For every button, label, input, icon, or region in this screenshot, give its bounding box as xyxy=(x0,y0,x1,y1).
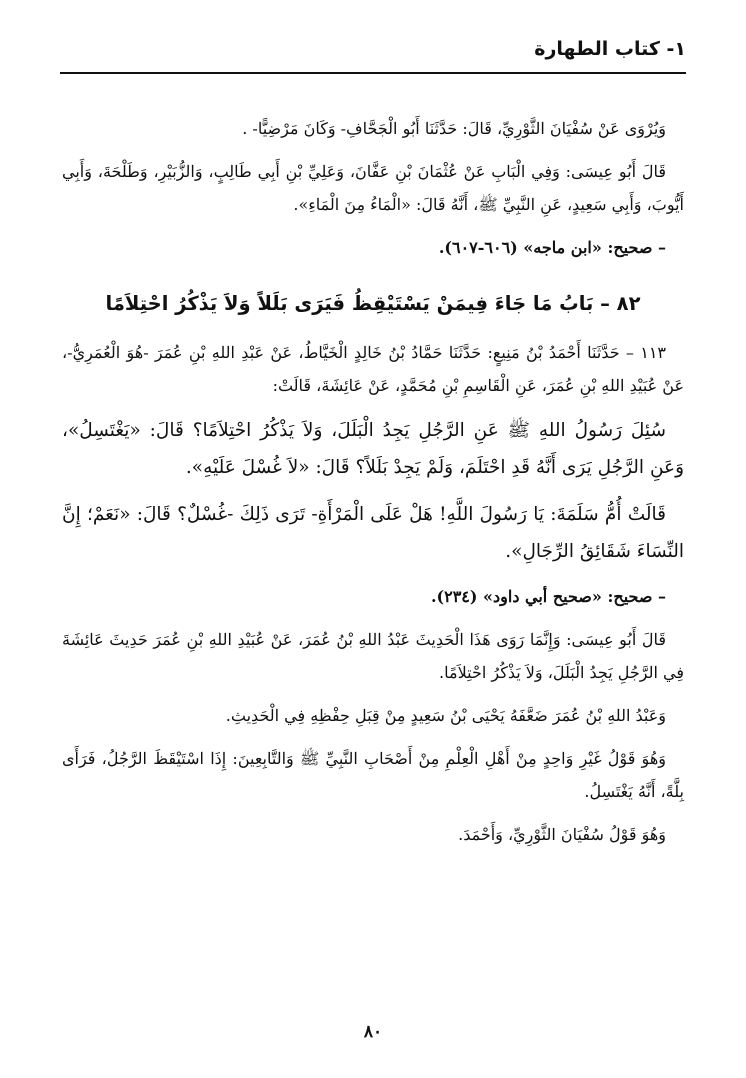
paragraph-abu-isa-commentary: قَالَ أَبُو عِيسَى: وَإِنَّمَا رَوَى هَذَا الْحَدِيثَ عَبْدُ اللهِ بْنُ عُمَرَ، عَنْ عُبَيْدِ اللهِ بْنِ عُمَرَ حَدِيثَ عَائِشَةَ فِي الرَّجُلِ يَجِدُ الْبَلَلَ، وَلاَ يَذْكُرُ احْتِلاَمًا. xyxy=(62,630,684,682)
paragraph-narrator-weakness: وَعَبْدُ اللهِ بْنُ عُمَرَ ضَعَّفَهُ يَحْيَى بْنُ سَعِيدٍ مِنْ قِبَلِ حِفْظِهِ فِي الْحَدِيثِ. xyxy=(225,706,666,725)
chapter-heading: ٨٢ – بَابُ مَا جَاءَ فِيمَنْ يَسْتَيْقِظُ فَيَرَى بَلَلاً وَلاَ يَذْكُرُ احْتِلاَمًا xyxy=(105,292,641,315)
hadith-matn-continued: قَالَتْ أُمُّ سَلَمَةَ: يَا رَسُولَ اللَّهِ! هَلْ عَلَى الْمَرْأَةِ- تَرَى ذَلِكَ -غُسْلٌ؟ قَالَ: «نَعَمْ؛ إِنَّ النِّسَاءَ شَقَائِقُ الرِّجَالِ». xyxy=(62,504,684,562)
running-head-title: ١- كتاب الطهارة xyxy=(534,38,686,60)
page-number: ٨٠ xyxy=(363,1022,383,1042)
header-rule xyxy=(60,72,686,74)
hadith-matn: سُئِلَ رَسُولُ اللهِ ﷺ عَنِ الرَّجُلِ يَجِدُ الْبَلَلَ، وَلاَ يَذْكُرُ احْتِلاَمًا؟ قَالَ: «يَغْتَسِلُ»، وَعَنِ الرَّجُلِ يَرَى أَنَّهُ قَدِ احْتَلَمَ، وَلَمْ يَجِدْ بَلَلاً؟ قَالَ: «لاَ غُسْلَ عَلَيْهِ». xyxy=(62,420,684,478)
hadith-isnad: ١١٣ – حَدَّثَنَا أَحْمَدُ بْنُ مَنِيعٍ: حَدَّثَنَا حَمَّادُ بْنُ خَالِدٍ الْخَيَّاطُ، عَنْ عَبْدِ اللهِ بْنِ عُمَرَ -هُوَ الْعُمَرِيُّ-، عَنْ عُبَيْدِ اللهِ بْنِ عُمَرَ، عَنِ الْقَاسِمِ بْنِ مُحَمَّدٍ، عَنْ عَائِشَةَ، قَالَتْ: xyxy=(62,343,684,395)
paragraph-scholars-opinion: وَهُوَ قَوْلُ غَيْرِ وَاحِدٍ مِنْ أَهْلِ الْعِلْمِ مِنْ أَصْحَابِ النَّبِيِّ ﷺ وَالتَّابِعِينَ: إِذَا اسْتَيْقَظَ الرَّجُلُ، فَرَأَى بِلَّةً، أَنَّهُ يَغْتَسِلُ. xyxy=(62,749,684,801)
authentication-note: – صحيح: «صحيح أبي داود» (٢٣٤). xyxy=(430,587,666,606)
paragraph-narration-note: وَيُرْوَى عَنْ سُفْيَانَ الثَّوْرِيِّ، قَالَ: حَدَّثَنَا أَبُو الْجَحَّافِ- وَكَانَ مَرْضِيًّا- . xyxy=(242,119,666,138)
main-text xyxy=(62,112,684,861)
paragraph-scholars-opinion-end: وَهُوَ قَوْلُ سُفْيَانَ الثَّوْرِيِّ، وَأَحْمَدَ. xyxy=(458,825,666,844)
paragraph-abu-isa-chapter-note: قَالَ أَبُو عِيسَى: وَفِي الْبَابِ عَنْ عُثْمَانَ بْنِ عَفَّانَ، وَعَلِيِّ بْنِ أَبِي طَالِبٍ، وَالزُّبَيْرِ، وَطَلْحَةَ، وَأَبِي أَيُّوبَ، وَأَبِي سَعِيدٍ، عَنِ النَّبِيِّ ﷺ، أَنَّهُ قَالَ: «الْمَاءُ مِنَ الْمَاءِ». xyxy=(62,162,684,214)
authentication-note: – صحيح: «ابن ماجه» (٦٠٦-٦٠٧). xyxy=(438,238,666,257)
